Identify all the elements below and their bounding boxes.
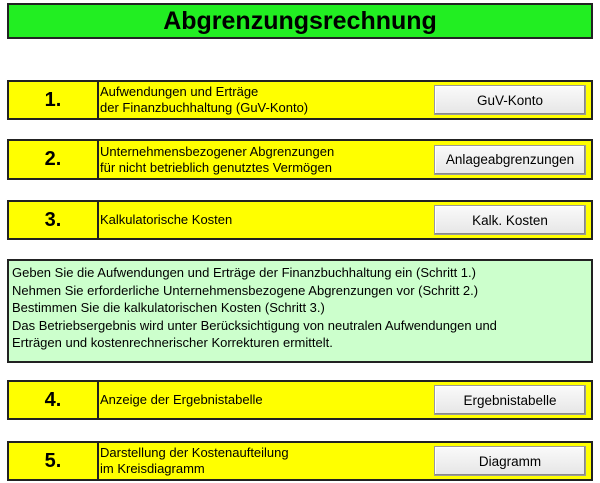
step-row-5 xyxy=(7,441,593,481)
step-description-line2: der Finanzbuchhaltung (GuV-Konto) xyxy=(100,100,309,115)
step-row-2 xyxy=(7,139,593,180)
page-title: Abgrenzungsrechnung xyxy=(7,3,593,39)
step-description-line2: im Kreisdiagramm xyxy=(100,461,205,476)
instruction-line: Geben Sie die Aufwendungen und Erträge der Finanzbuchhaltung ein (Schritt 1.) xyxy=(12,265,476,280)
step-number: 2. xyxy=(9,141,99,178)
step-row-4 xyxy=(7,380,593,420)
step-description xyxy=(100,443,430,479)
step-number: 4. xyxy=(9,382,99,418)
instruction-line: Erträgen und kostenrechnerischer Korrekturen ermittelt. xyxy=(12,335,333,350)
step-description xyxy=(100,82,430,118)
step-description-line2: für nicht betrieblich genutztes Vermögen xyxy=(100,159,332,175)
step-row-3 xyxy=(7,200,593,240)
step-number: 1. xyxy=(9,82,99,118)
instruction-line: Das Betriebsergebnis wird unter Berücksichtigung von neutralen Aufwendungen und xyxy=(12,317,497,333)
guv-konto-button[interactable]: GuV-Konto xyxy=(434,85,586,115)
step-description-line1: Anzeige der Ergebnistabelle xyxy=(100,392,263,407)
diagramm-button[interactable]: Diagramm xyxy=(434,446,586,476)
step-row-1 xyxy=(7,80,593,120)
step-number: 3. xyxy=(9,202,99,238)
step-description-line1: Kalkulatorische Kosten xyxy=(100,212,233,227)
instruction-line: Bestimmen Sie die kalkulatorischen Kosten (Schritt 3.) xyxy=(12,300,325,315)
step-description xyxy=(100,382,430,418)
kalk-kosten-button[interactable]: Kalk. Kosten xyxy=(434,205,586,235)
step-description xyxy=(100,141,430,178)
step-description-line1: Darstellung der Kostenaufteilung xyxy=(100,445,289,460)
step-number: 5. xyxy=(9,443,99,479)
instructions-panel xyxy=(7,259,593,363)
ergebnistabelle-button[interactable]: Ergebnistabelle xyxy=(434,385,586,415)
step-description-line1: Aufwendungen und Erträge xyxy=(100,84,259,99)
step-description xyxy=(100,202,430,238)
anlageabgrenzungen-button[interactable]: Anlageabgrenzungen xyxy=(434,145,586,175)
instruction-line: Nehmen Sie erforderliche Unternehmensbezogene Abgrenzungen vor (Schritt 2.) xyxy=(12,282,479,298)
step-description-line1: Unternehmensbezogener Abgrenzungen xyxy=(100,143,335,159)
